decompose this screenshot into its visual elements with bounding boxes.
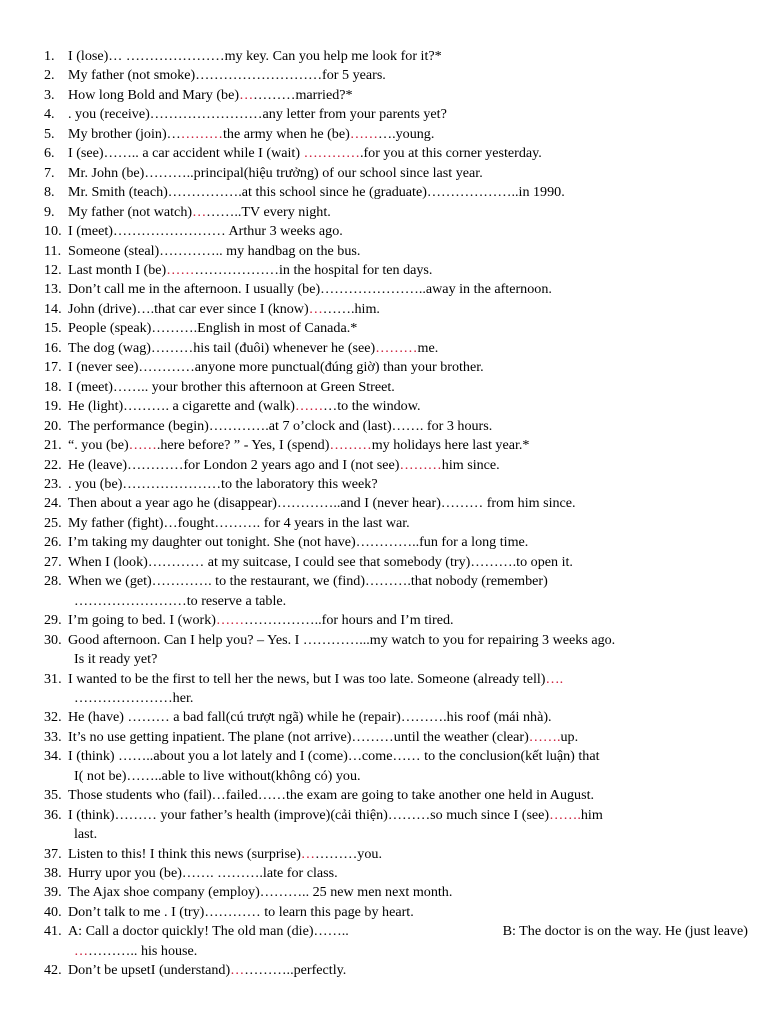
item-number: 10. [44,223,62,240]
exercise-item [0,417,768,436]
highlighted-blank: ……… [329,437,372,454]
sentence-text: my holidays here last year.* [371,437,530,454]
item-number: 16. [44,339,62,356]
item-number: 13. [44,281,62,298]
item-sentence [68,378,748,397]
sentence-text: I (think)……… your father’s health (improve)(cải thiện)………so much since I (see) [68,806,550,823]
sentence-text: ……..TV every night. [206,203,331,220]
item-number: 18. [44,378,62,395]
item-sentence [68,572,748,591]
sentence-text: Don’t be upsetI (understand) [68,962,231,979]
item-sentence [68,105,748,124]
sentence-text: I (never see)…………anyone more punctual(đúng giờ) than your brother. [68,359,484,376]
sentence-part-a [68,922,349,941]
sentence-text: up. [560,728,579,745]
sentence-text: He (have) ……… a bad fall(cú trượt ngã) while he (repair)……….his roof (mái nhà). [68,709,552,726]
sentence-text: …….him. [322,300,380,317]
item-number: 32. [44,709,62,726]
exercise-item [0,728,768,747]
item-continuation [68,942,748,961]
sentence-text: Hurry upor you (be)……. ……….late for class. [68,865,338,882]
exercise-item [0,105,768,124]
item-number: 35. [44,787,62,804]
sentence-text: I (think) ……..about you a lot lately and I (come)…come…… to the conclusion(kết luận) that [68,748,600,765]
item-sentence [68,144,748,163]
exercise-item [0,903,768,922]
sentence-text: ………..perfectly. [244,962,347,979]
exercise-item [0,47,768,66]
item-continuation [68,650,748,669]
exercise-item [0,164,768,183]
item-sentence [68,261,748,280]
highlighted-blank: ……… [399,456,442,473]
sentence-text: Listen to this! I think this news (surprise) [68,845,301,862]
highlighted-blank: …… [294,398,324,415]
exercise-item [0,183,768,202]
highlighted-blank: … [230,962,245,979]
sentence-text: ……………………to reserve a table. [74,592,287,609]
sentence-text: I (lose)… …………………my key. Can you help me look for it?* [68,48,442,64]
item-number: 17. [44,359,62,376]
item-sentence [68,553,748,572]
item-number: 4. [44,106,55,123]
item-sentence [68,125,748,144]
item-number: 42. [44,962,62,979]
item-number: 15. [44,320,62,337]
item-number: 36. [44,806,62,823]
sentence-text: It’s no use getting inpatient. The plane (not arrive)………until the weather (clear) [68,728,529,745]
exercise-item [0,611,768,630]
item-number: 12. [44,261,62,278]
item-continuation [68,689,748,708]
sentence-text: My brother (join)… [68,125,181,142]
exercise-item [0,300,768,319]
item-number: 34. [44,748,62,765]
exercise-item [0,222,768,241]
exercise-item [0,242,768,261]
exercise-item [0,806,768,845]
highlighted-blank: ……… [375,339,418,356]
exercise-item [0,319,768,338]
item-continuation [68,592,748,611]
sentence-text: A: Call a doctor quickly! The old man (die)…….. [68,923,349,940]
item-number: 2. [44,67,55,84]
item-sentence [68,611,748,630]
exercise-item [0,378,768,397]
exercise-item [0,533,768,552]
item-number: 22. [44,456,62,473]
item-sentence [68,514,748,533]
item-sentence [68,222,748,241]
sentence-text: The Ajax shoe company (employ)……….. 25 new men next month. [68,884,453,901]
item-sentence [68,922,748,941]
sentence-text: I’m taking my daughter out tonight. She (not have)…………..fun for a long time. [68,534,529,551]
item-sentence [68,436,748,455]
item-number: 27. [44,553,62,570]
item-sentence [68,397,748,416]
sentence-text: ……………..for hours and I’m tired. [244,612,454,629]
item-sentence [68,806,748,825]
item-number: 20. [44,417,62,434]
highlighted-blank: …… [215,612,245,629]
exercise-item [0,572,768,611]
exercise-item [0,280,768,299]
exercise-item [0,845,768,864]
sentence-text: The performance (begin)………….at 7 o’clock and (last)……. for 3 hours. [68,417,493,434]
item-sentence [68,533,748,552]
item-sentence [68,961,748,980]
highlighted-blank: ……. [549,806,581,823]
item-sentence [68,475,748,494]
highlighted-blank: … [239,86,254,103]
sentence-text: Good afternoon. Can I help you? – Yes. I …………...my watch to you for repairing 3 weeks ago. [68,631,616,648]
item-number: 21. [44,437,62,454]
item-number: 14. [44,300,62,317]
sentence-text: The dog (wag)………his tail (đuôi) whenever he (see) [68,339,376,356]
item-number: 9. [44,203,55,220]
item-sentence [68,203,748,222]
item-number: 33. [44,728,62,745]
sentence-text: the army when he (be) [223,125,350,142]
item-sentence [68,183,748,202]
highlighted-blank: …… [349,125,378,142]
exercise-item [0,494,768,513]
item-number: 19. [44,398,62,415]
item-number: 5. [44,125,55,142]
item-sentence [68,708,748,727]
item-sentence [68,242,748,261]
sentence-text: . you (be)…………………to the laboratory this week? [68,475,378,492]
highlighted-blank: …… [166,261,195,278]
exercise-item [0,358,768,377]
exercise-item [0,66,768,85]
sentence-text: John (drive)….that car ever since I (know) [68,300,309,317]
sentence-text: I wanted to be the first to tell her the news, but I was too late. Someone (already tell) [68,670,546,687]
sentence-text: Don’t call me in the afternoon. I usually (be)…………………..away in the afternoon. [68,281,552,298]
exercise-item [0,514,768,533]
highlighted-blank: ……. [528,728,561,745]
highlighted-blank: ………… [303,145,360,162]
sentence-text: My father (fight)…fought………. for 4 years in the last war. [68,514,410,531]
item-sentence [68,417,748,436]
exercise-item [0,456,768,475]
sentence-text: Mr. John (be)………..principal(hiệu trưởng) of our school since last year. [68,164,483,181]
item-sentence [68,164,748,183]
sentence-text: . you (receive)……………………any letter from your parents yet? [68,106,447,123]
item-sentence [68,845,748,864]
sentence-text: I( not be)……..able to live without(không có) you. [74,767,361,784]
item-number: 31. [44,670,62,687]
item-sentence [68,66,748,85]
item-sentence [68,494,748,513]
sentence-text: Is it ready yet? [74,651,158,668]
sentence-text: me. [417,339,439,356]
sentence-text: B: The doctor is on the way. He (just leave) [502,923,748,940]
exercise-item [0,961,768,980]
exercise-item [0,670,768,709]
item-sentence [68,864,748,883]
item-number: 23. [44,475,62,492]
exercise-item [0,86,768,105]
highlighted-blank: … [74,942,89,959]
item-number: 6. [44,145,55,162]
item-number: 38. [44,865,62,882]
item-number: 26. [44,534,62,551]
item-number: 40. [44,903,62,920]
sentence-text: Someone (steal)………….. my handbag on the bus. [68,242,361,259]
exercise-item [0,475,768,494]
item-number: 28. [44,573,62,590]
sentence-text: I (meet)…………………… Arthur 3 weeks ago. [68,223,343,240]
sentence-text: He (light)………. a cigarette and (walk) [68,398,295,415]
sentence-text: People (speak)……….English in most of Canada.* [68,320,358,337]
exercise-item [0,553,768,572]
sentence-text: “. you (be) [68,437,129,454]
item-sentence [68,47,748,66]
sentence-text: Mr. Smith (teach)…………….at this school since he (graduate)………………..in 1990. [68,184,565,201]
sentence-text: Those students who (fail)…failed……the exam are going to take another one held in August. [68,787,595,804]
highlighted-blank: …. [545,670,564,687]
item-sentence [68,747,748,766]
item-number: 39. [44,884,62,901]
highlighted-blank: …… [128,437,157,454]
item-sentence [68,339,748,358]
item-sentence [68,786,748,805]
highlighted-blank: … [192,203,207,220]
exercise-item [0,203,768,222]
sentence-text: him since. [441,456,500,473]
item-sentence [68,883,748,902]
item-number: 7. [44,164,55,181]
sentence-text: ……….. his house. [88,942,198,959]
exercise-item [0,922,768,961]
item-sentence [68,670,748,689]
sentence-text: ………you. [315,845,382,862]
sentence-text: Then about a year ago he (disappear)…………..and I (never hear)……… from him since. [68,495,576,512]
item-number: 11. [44,242,62,259]
item-sentence [68,631,748,650]
exercise-item [0,261,768,280]
highlighted-blank: … [308,300,323,317]
item-number: 29. [44,612,62,629]
item-number: 8. [44,184,55,201]
item-number: 25. [44,514,62,531]
item-number: 1. [44,48,55,64]
sentence-text: When we (get)…………. to the restaurant, we (find)……….that nobody (remember) [68,573,548,590]
sentence-text: .here before? ” - Yes, I (spend) [156,437,330,454]
exercise-item [0,144,768,163]
highlighted-blank: … [300,845,316,862]
sentence-text: I’m going to bed. I (work) [68,612,216,629]
exercise-item [0,747,768,786]
sentence-text: ………………in the hospital for ten days. [194,261,433,278]
sentence-text: …………………her. [74,689,194,706]
sentence-text: I (see)…….. a car accident while I (wait) [68,145,304,162]
exercise-item [0,125,768,144]
sentence-text: My father (not smoke)………………………for 5 years. [68,67,386,84]
item-sentence [68,280,748,299]
item-sentence [68,319,748,338]
exercise-item [0,397,768,416]
item-sentence [68,456,748,475]
item-number: 24. [44,495,62,512]
exercise-item [0,883,768,902]
item-continuation [68,825,748,844]
sentence-text: My father (not watch) [68,203,193,220]
sentence-text: How long Bold and Mary (be) [68,86,240,103]
item-number: 30. [44,631,62,648]
item-number: 3. [44,86,55,103]
sentence-text: I (meet)…….. your brother this afternoon at Green Street. [68,378,395,395]
sentence-text: …to the window. [323,398,421,415]
exercise-item [0,864,768,883]
sentence-text: When I (look)………… at my suitcase, I could see that somebody (try)……….to open it. [68,553,573,570]
sentence-text: He (leave)…………for London 2 years ago and I (not see) [68,456,400,473]
exercise-item [0,436,768,455]
item-number: 37. [44,845,62,862]
sentence-text: .for you at this corner yesterday. [359,145,542,162]
sentence-text: him [580,806,603,823]
exercise-item [0,631,768,670]
item-sentence [68,903,748,922]
sentence-text: ….young. [378,125,435,142]
exercise-item [0,339,768,358]
sentence-part-b [503,922,748,941]
exercise-item [0,708,768,727]
item-sentence [68,728,748,747]
sentence-text: ………married?* [253,86,353,103]
sentence-text: Don’t talk to me . I (try)………… to learn this page by heart. [68,903,414,920]
item-sentence [68,86,748,105]
item-number: 41. [44,923,62,940]
exercise-item [0,786,768,805]
highlighted-blank: ……… [180,125,224,142]
sentence-text: Last month I (be) [68,261,167,278]
item-sentence [68,300,748,319]
exercise-list [0,47,768,981]
item-continuation [68,767,748,786]
sentence-text: last. [74,826,98,843]
item-sentence [68,358,748,377]
